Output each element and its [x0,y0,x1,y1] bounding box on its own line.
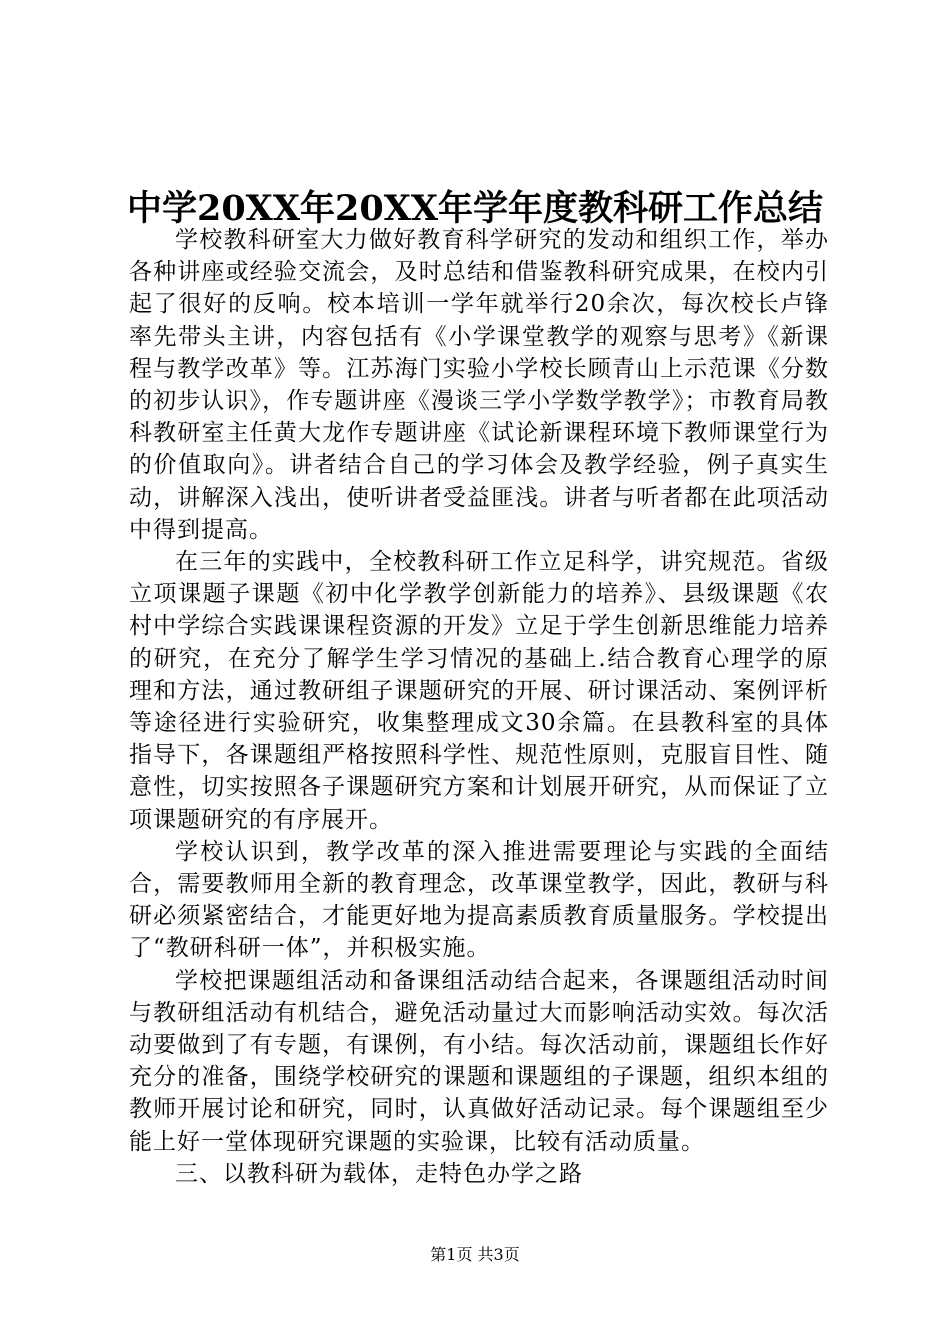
document-body [129,224,829,1190]
body-paragraph-4: 学校把课题组活动和备课组活动结合起来，各课题组活动时间与教研组活动有机结合，避免活动量过大而影响活动实效。每次活动要做到了有专题，有课例，有小结。每次活动前，课题组长作好充分的准备，围绕学校研究的课题和课题组的子课题，组织本组的教师开展讨论和研究，同时，认真做好活动记录。每个课题组至少能上好一堂体现研究课题的实验课，比较有活动质量。 [129,967,829,1155]
section-heading: 三、以教科研为载体，走特色办学之路 [175,1160,583,1187]
page-footer: 第1页 共3页 [430,1245,520,1264]
body-paragraph-2: 在三年的实践中，全校教科研工作立足科学，讲究规范。省级立项课题子课题《初中化学教学创新能力的培养》、县级课题《农村中学综合实践课课程资源的开发》立足于学生创新思维能力培养的研究，在充分了解学生学习情况的基础上.结合教育心理学的原理和方法，通过教研组子课题研究的开展、研讨课活动、案例评析等途径进行实验研究，收集整理成文30余篇。在县教科室的具体指导下，各课题组严格按照科学性、规范性原则，克服盲目性、随意性，切实按照各子课题研究方案和计划展开研究，从而保证了立项课题研究的有序展开。 [129,549,829,833]
document-title: 中学20XX年20XX年学年度教科研工作总结 [126,188,824,229]
body-paragraph-1: 学校教科研室大力做好教育科学研究的发动和组织工作，举办各种讲座或经验交流会，及时总结和借鉴教科研究成果，在校内引起了很好的反响。校本培训一学年就举行20余次，每次校长卢锋率先带头主讲，内容包括有《小学课堂教学的观察与思考》《新课程与教学改革》等。江苏海门实验小学校长顾青山上示范课《分数的初步认识》，作专题讲座《漫谈三学小学数学教学》；市教育局教科教研室主任黄大龙作专题讲座《试论新课程环境下教师课堂行为的价值取向》。讲者结合自己的学习体会及教学经验，例子真实生动，讲解深入浅出，使听讲者受益匪浅。讲者与听者都在此项活动中得到提高。 [129,227,829,543]
body-paragraph-3: 学校认识到，教学改革的深入推进需要理论与实践的全面结合，需要教师用全新的教育理念，改革课堂教学，因此，教研与科研必须紧密结合，才能更好地为提高素质教育质量服务。学校提出了“教研科研一体”，并积极实施。 [129,838,829,962]
